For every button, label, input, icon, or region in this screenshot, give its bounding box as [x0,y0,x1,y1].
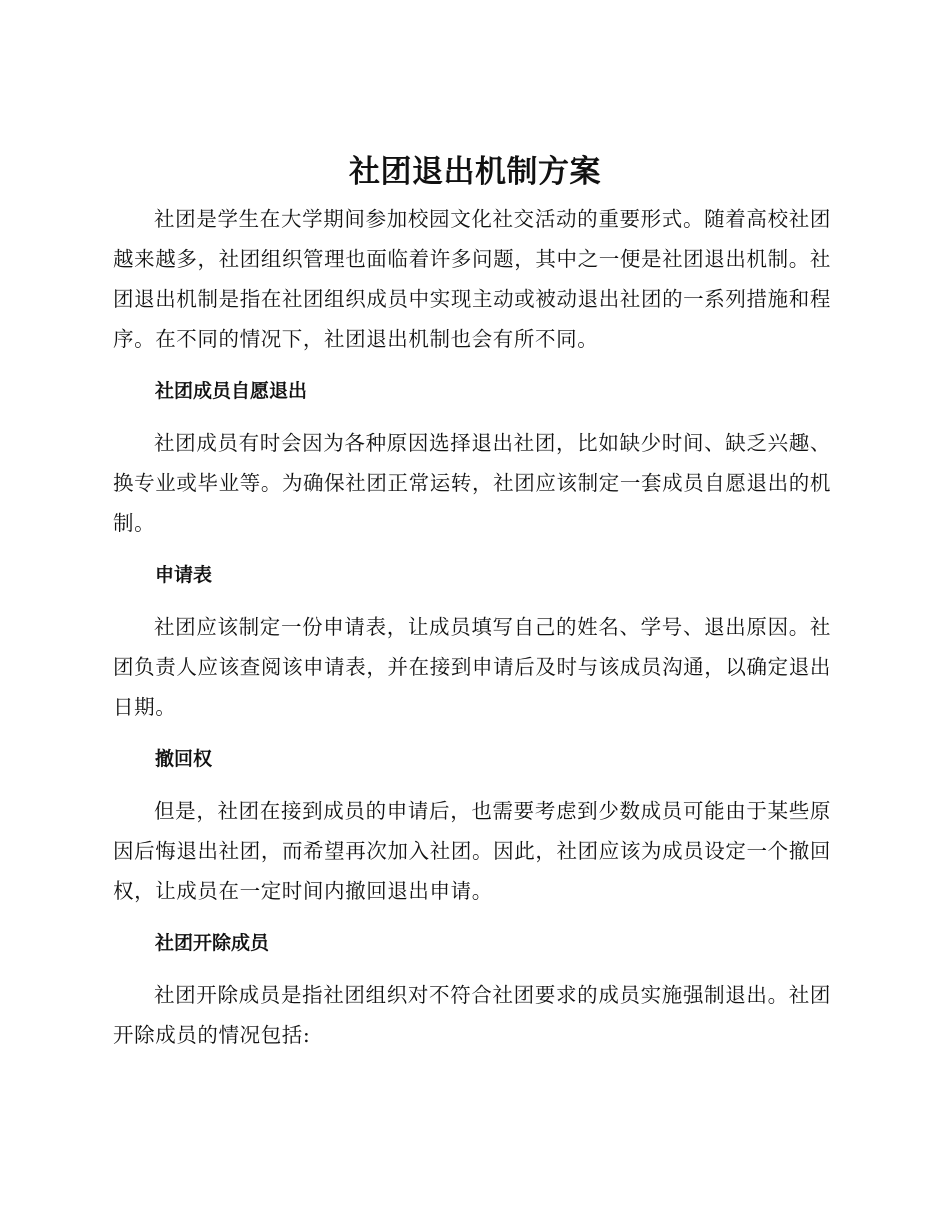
section-body-application-form: 社团应该制定一份申请表，让成员填写自己的姓名、学号、退出原因。社团负责人应该查阅该申请表，并在接到申请后及时与该成员沟通，以确定退出日期。 [113,615,831,719]
section-heading-expulsion: 社团开除成员 [155,932,270,954]
document-body [113,199,831,1055]
document-title: 社团退出机制方案 [349,154,601,190]
section-body-voluntary-exit: 社团成员有时会因为各种原因选择退出社团，比如缺少时间、缺乏兴趣、换专业或毕业等。为确保社团正常运转，社团应该制定一套成员自愿退出的机制。 [113,431,831,535]
section-body-withdrawal-right: 但是，社团在接到成员的申请后，也需要考虑到少数成员可能由于某些原因后悔退出社团，而希望再次加入社团。因此，社团应该为成员设定一个撤回权，让成员在一定时间内撤回退出申请。 [113,799,831,903]
section-heading-voluntary-exit: 社团成员自愿退出 [155,380,308,402]
section-heading-withdrawal-right: 撤回权 [155,748,213,770]
section-body-expulsion: 社团开除成员是指社团组织对不符合社团要求的成员实施强制退出。社团开除成员的情况包括: [113,983,831,1047]
section-heading-application-form: 申请表 [155,564,213,586]
intro-paragraph: 社团是学生在大学期间参加校园文化社交活动的重要形式。随着高校社团越来越多，社团组织管理也面临着许多问题，其中之一便是社团退出机制。社团退出机制是指在社团组织成员中实现主动或被动退出社团的一系列措施和程序。在不同的情况下，社团退出机制也会有所不同。 [113,207,831,351]
